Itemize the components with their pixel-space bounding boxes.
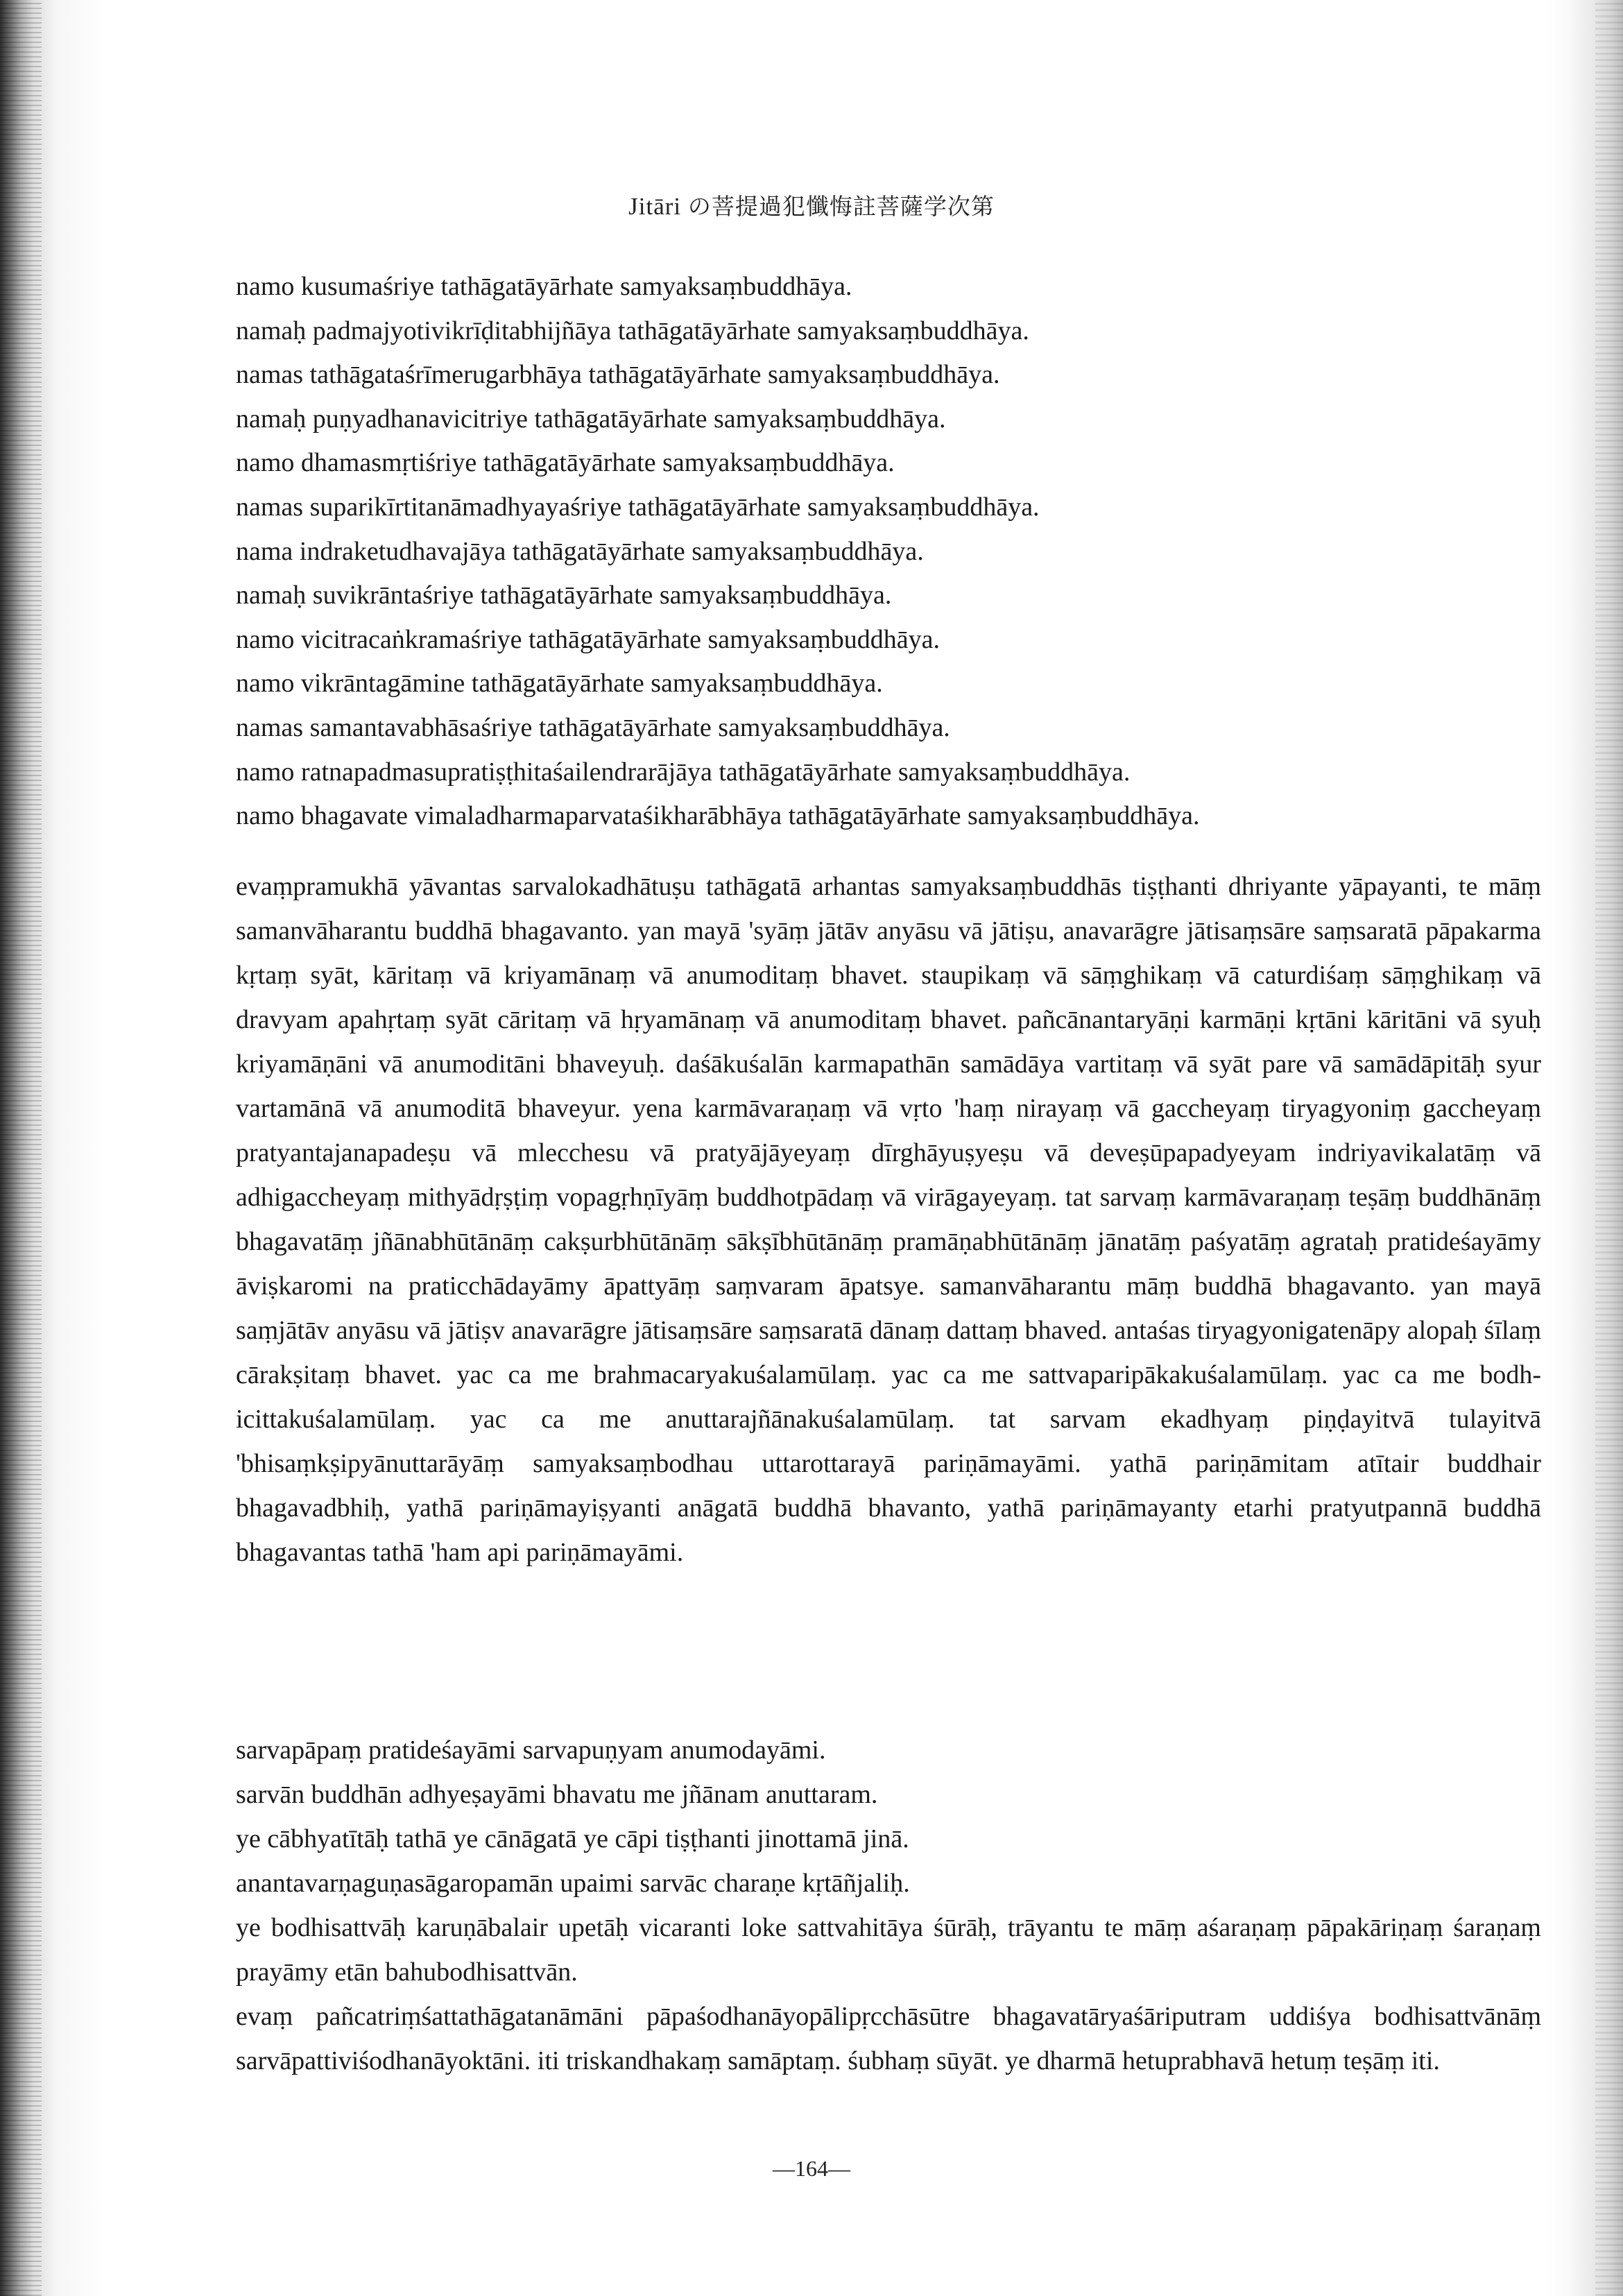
scan-edge-left	[0, 0, 104, 2296]
scan-edge-right	[1547, 0, 1623, 2296]
closing-verses	[236, 1728, 1541, 2083]
verse-line: namo dhamasmṛtiśriye tathāgatāyārhate samyaksaṃbuddhāya.	[236, 448, 895, 478]
verse-line: namaḥ suvikrāntaśriye tathāgatāyārhate samyaksaṃbuddhāya.	[236, 581, 892, 610]
verse-line: namaḥ padmajyotivikrīḍitabhijñāya tathāgatāyārhate samyaksaṃbuddhāya.	[236, 316, 1029, 345]
homage-verses	[236, 265, 1554, 839]
verse-line: namo vicitracaṅkramaśriye tathāgatāyārhate samyaksaṃbuddhāya.	[236, 624, 940, 654]
colophon: evaṃ pañcatriṃśattathāgatanāmāni pāpaśodhanāyopālipṛcchāsūtre bhagavatāryaśāriputram uddiśya bodhisattvānāṃ sarvāpattiviśodhanāyoktāni. iti triskandhakaṃ samāptaṃ. śubhaṃ sūyāt. ye dharmā hetuprabhavā hetuṃ teṣāṃ iti.	[236, 2002, 1541, 2075]
verse-line: namo ratnapadmasupratiṣṭhitaśailendrarājāya tathāgatāyārhate samyaksaṃbuddhāya.	[236, 757, 1131, 787]
running-head-title: の菩提過犯懺悔註菩薩学次第	[687, 193, 995, 220]
confession-prose	[236, 864, 1541, 1575]
running-head-author: Jitāri	[628, 193, 682, 220]
verse-line: namas samantavabhāsaśriye tathāgatāyārhate samyaksaṃbuddhāya.	[236, 712, 950, 742]
closing-verse: sarvān buddhān adhyeṣayāmi bhavatu me jñānam anuttaram.	[236, 1780, 878, 1809]
closing-verse: ye bodhisattvāḥ karuṇābalair upetāḥ vicaranti loke sattvahitāya śūrāḥ, trāyantu te māṃ aśaraṇaṃ pāpakāriṇaṃ śaraṇaṃ prayāmy etān bahubodhisattvān.	[236, 1913, 1541, 1987]
verse-line: namo kusumaśriye tathāgatāyārhate samyaksaṃbuddhāya.	[236, 272, 852, 301]
closing-verse: sarvapāpaṃ pratideśayāmi sarvapuṇyam anumodayāmi.	[236, 1736, 826, 1765]
verse-line: nama indraketudhavajāya tathāgatāyārhate samyaksaṃbuddhāya.	[236, 536, 924, 566]
verse-line: namaḥ puṇyadhanavicitriye tathāgatāyārhate samyaksaṃbuddhāya.	[236, 404, 946, 434]
closing-verse: anantavarṇaguṇasāgaropamān upaimi sarvāc charaṇe kṛtāñjaliḥ.	[236, 1869, 910, 1898]
verse-line: namo vikrāntagāmine tathāgatāyārhate samyaksaṃbuddhāya.	[236, 669, 883, 699]
page-number: —164—	[773, 2156, 850, 2181]
verse-line: namas suparikīrtitanāmadhyayaśriye tathāgatāyārhate samyaksaṃbuddhāya.	[236, 492, 1040, 522]
prose-paragraph: evaṃpramukhā yāvantas sarvalokadhātuṣu tathāgatā arhantas samyaksaṃbuddhās tiṣṭhanti dhriyante yāpayanti, te māṃ samanvāharantu buddhā bhagavanto. yan mayā 'syāṃ jātāv anyāsu vā jātiṣu, anavarāgre jātisaṃsāre saṃsaratā pāpakarma kṛtaṃ syāt, kāritaṃ vā kriyamānaṃ vā anumoditaṃ bhavet. staupikaṃ vā sāṃghikaṃ vā caturdiśaṃ sāṃghikaṃ vā dravyam apahṛtaṃ syāt cāritaṃ vā hṛyamānaṃ vā anumoditaṃ bhavet. pañcānantaryāṇi karmāṇi kṛtāni kāritāni vā syuḥ kriyamāṇāni vā anumoditāni bhaveyuḥ. daśākuśalān karmapathān samādāya vartitaṃ vā syāt pare vā samādāpitāḥ syur vartamānā vā anumoditā bhaveyur. yena karmāvaraṇaṃ vā vṛto 'haṃ nirayaṃ vā gaccheyaṃ tiryagyoniṃ gaccheyaṃ pratyantajanapadeṣu vā mlecchesu vā pratyājāyeyaṃ dīrghāyuṣyeṣu vā deveṣūpapadyeyam indriyavikalatāṃ vā adhigaccheyaṃ mithyādṛṣṭiṃ vopagṛhṇīyāṃ buddhotpādaṃ vā virāgayeyaṃ. tat sarvaṃ karmāvaraṇaṃ teṣāṃ buddhānāṃ bhagavatāṃ jñānabhūtānāṃ cakṣurbhūtānāṃ sākṣībhūtānāṃ pramāṇabhūtānāṃ jānatāṃ paśyatāṃ agrataḥ pratideśayāmy āviṣkaromi na praticchādayāmy āpattyāṃ saṃvaram āpatsye. samanvāharantu māṃ buddhā bhagavanto. yan mayā saṃjātāv anyāsu vā jātiṣv anavarāgre jātisaṃsāre saṃsaratā dānaṃ dattaṃ bhaved. antaśas tiryagyonigatenāpy alopaḥ śīlaṃ cārakṣitaṃ bhavet. yac ca me brahmacaryakuśalamūlaṃ. yac ca me sattvaparipākakuśalamūlaṃ. yac ca me bodh-icittakuśalamūlaṃ. yac ca me anuttarajñānakuśalamūlaṃ. tat sarvam ekadhyaṃ piṇḍayitvā tulayitvā 'bhisaṃkṣipyānuttarāyāṃ samyaksaṃbodhau uttarottarayā pariṇāmayāmi. yathā pariṇāmitam atītair buddhair bhagavadbhiḥ, yathā pariṇāmayiṣyanti anāgatā buddhā bhavanto, yathā pariṇāmayanty etarhi pratyutpannā buddhā bhagavantas tathā 'ham api pariṇāmayāmi.	[236, 872, 1541, 1567]
running-head	[0, 189, 1623, 221]
verse-line: namo bhagavate vimaladharmaparvataśikharābhāya tathāgatāyārhate samyaksaṃbuddhāya.	[236, 801, 1200, 831]
closing-verse: ye cābhyatītāḥ tathā ye cānāgatā ye cāpi tiṣṭhanti jinottamā jinā.	[236, 1824, 909, 1853]
verse-line: namas tathāgataśrīmerugarbhāya tathāgatāyārhate samyaksaṃbuddhāya.	[236, 360, 1000, 390]
